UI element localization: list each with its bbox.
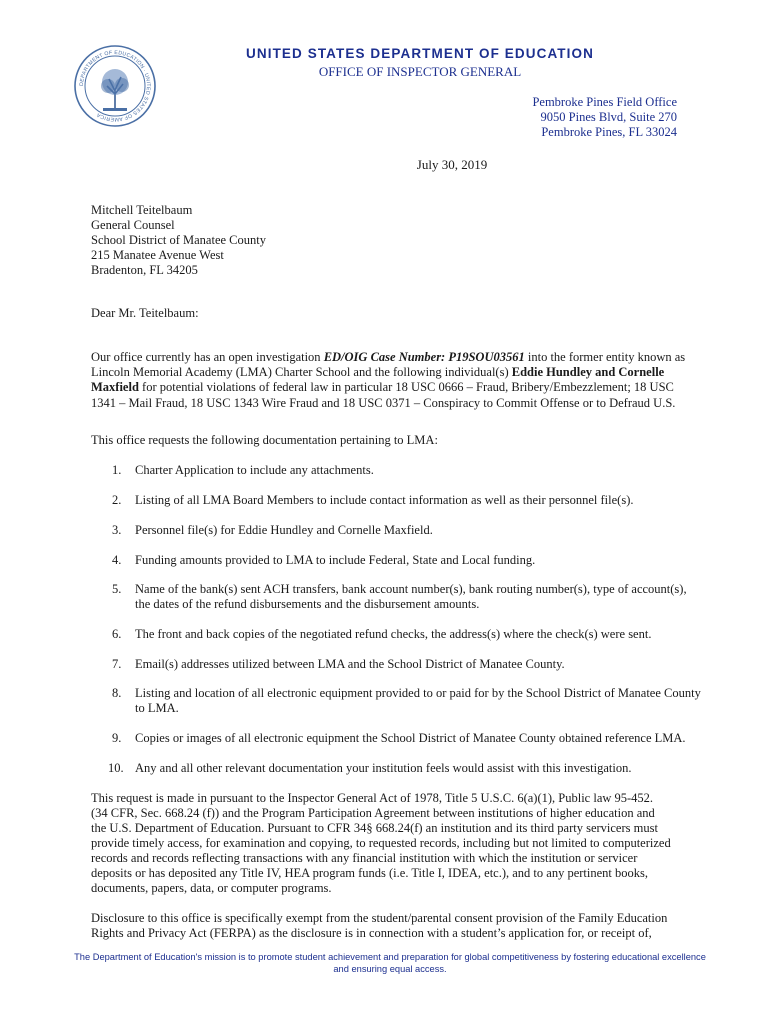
- item-text: Name of the bank(s) sent ACH transfers, bank account number(s), bank routing number(s), type of account(s), the dates of the refund disbursements and the disbursement amounts.: [135, 582, 687, 611]
- list-item: [108, 761, 698, 776]
- item-number: 8.: [112, 686, 122, 700]
- case-number: ED/OIG Case Number: P19SOU03561: [323, 350, 525, 364]
- letter-date: July 30, 2019: [416, 157, 488, 172]
- item-number: 6.: [112, 627, 122, 641]
- agency-title: UNITED STATES DEPARTMENT OF EDUCATION: [246, 46, 594, 61]
- item-text: Personnel file(s) for Eddie Hundley and Cornelle Maxfield.: [135, 523, 433, 537]
- list-item: [112, 686, 702, 716]
- field-office-address: [532, 95, 677, 140]
- item-number: 10.: [108, 761, 124, 775]
- item-text: Any and all other relevant documentation your institution feels would assist with this investigation.: [135, 761, 632, 775]
- list-item: [112, 463, 702, 478]
- intro-text: Our office currently has an open investigation: [91, 350, 324, 364]
- item-number: 1.: [112, 463, 122, 477]
- list-item: [112, 523, 702, 538]
- item-number: 4.: [112, 553, 122, 567]
- recipient-address: [91, 203, 266, 278]
- field-office-line: Pembroke Pines, FL 33024: [541, 125, 677, 139]
- item-text: Copies or images of all electronic equipment the School District of Manatee County obtained reference LMA.: [135, 731, 686, 745]
- office-subtitle: OFFICE OF INSPECTOR GENERAL: [318, 64, 522, 79]
- item-number: 3.: [112, 523, 122, 537]
- list-item: [112, 582, 702, 612]
- intro-text: for potential violations of federal law in particular 18 USC 0666 – Fraud, Bribery/Embezzlement; 18 USC 1341 – Mail Fraud, 18 USC 1343 Wire Fraud and 18 USC 0371 – Conspiracy to Commit Offense or to Defraud U.S.: [91, 380, 676, 410]
- item-text: Charter Application to include any attachments.: [135, 463, 374, 477]
- list-item: [112, 493, 702, 508]
- intro-text: into the former entity known as Lincoln Memorial Academy (LMA) Charter School and the following individual(s): [91, 350, 686, 380]
- salutation: Dear Mr. Teitelbaum:: [91, 306, 199, 320]
- list-item: [112, 657, 702, 672]
- item-text: Listing of all LMA Board Members to include contact information as well as their personnel file(s).: [135, 493, 634, 507]
- recipient-line: Mitchell Teitelbaum: [91, 203, 193, 217]
- list-item: [112, 627, 702, 642]
- item-text: Email(s) addresses utilized between LMA and the School District of Manatee County.: [135, 657, 565, 671]
- item-text: The front and back copies of the negotiated refund checks, the address(s) where the check(s) were sent.: [135, 627, 652, 641]
- item-number: 2.: [112, 493, 122, 507]
- authority-paragraph: This request is made in pursuant to the Inspector General Act of 1978, Title 5 U.S.C. 6(a)(1), Public law 95-452. (34 CFR, Sec. 668.24 (f)) and the Program Participation Agreement between institutions of higher education and the U.S. Department of Education. Pursuant to CFR 34§ 668.24(f) an institution and its third party servicers must provide timely access, for examination and copying, to requested records, including but not limited to computerized records and records reflecting transactions with any financial institution with which the institution or servicer deposits or has deposited any Title IV, HEA program funds (i.e. Title I, IDEA, etc.), and to any pertinent books, documents, papers, data, or computer programs.: [91, 791, 671, 895]
- item-number: 5.: [112, 582, 122, 596]
- mission-footer: The Department of Education's mission is to promote student achievement and preparation for global competitiveness by fostering educational excellence and ensuring equal access.: [74, 952, 706, 974]
- disclosure-paragraph: Disclosure to this office is specifically exempt from the student/parental consent provision of the Family Education Rights and Privacy Act (FERPA) as the disclosure is in connection with a student’s application for, or receipt of,: [91, 911, 668, 940]
- list-item: [112, 731, 702, 746]
- field-office-line: 9050 Pines Blvd, Suite 270: [540, 110, 677, 124]
- request-intro: This office requests the following documentation pertaining to LMA:: [91, 433, 438, 447]
- recipient-line: Bradenton, FL 34205: [91, 263, 198, 277]
- seal-text: DEPARTMENT OF EDUCATION · UNITED STATES OF AMERICA: [78, 49, 152, 123]
- item-number: 7.: [112, 657, 122, 671]
- item-number: 9.: [112, 731, 122, 745]
- intro-paragraph: [91, 350, 691, 411]
- field-office-line: Pembroke Pines Field Office: [532, 95, 677, 109]
- item-text: Funding amounts provided to LMA to include Federal, State and Local funding.: [135, 553, 536, 567]
- recipient-line: 215 Manatee Avenue West: [91, 248, 224, 262]
- recipient-line: General Counsel: [91, 218, 175, 232]
- subject-names: Eddie Hundley and Cornelle Maxfield: [91, 365, 665, 395]
- recipient-line: School District of Manatee County: [91, 233, 266, 247]
- list-item: [112, 553, 702, 568]
- item-text: Listing and location of all electronic equipment provided to or paid for by the School District of Manatee County to LMA.: [135, 686, 701, 715]
